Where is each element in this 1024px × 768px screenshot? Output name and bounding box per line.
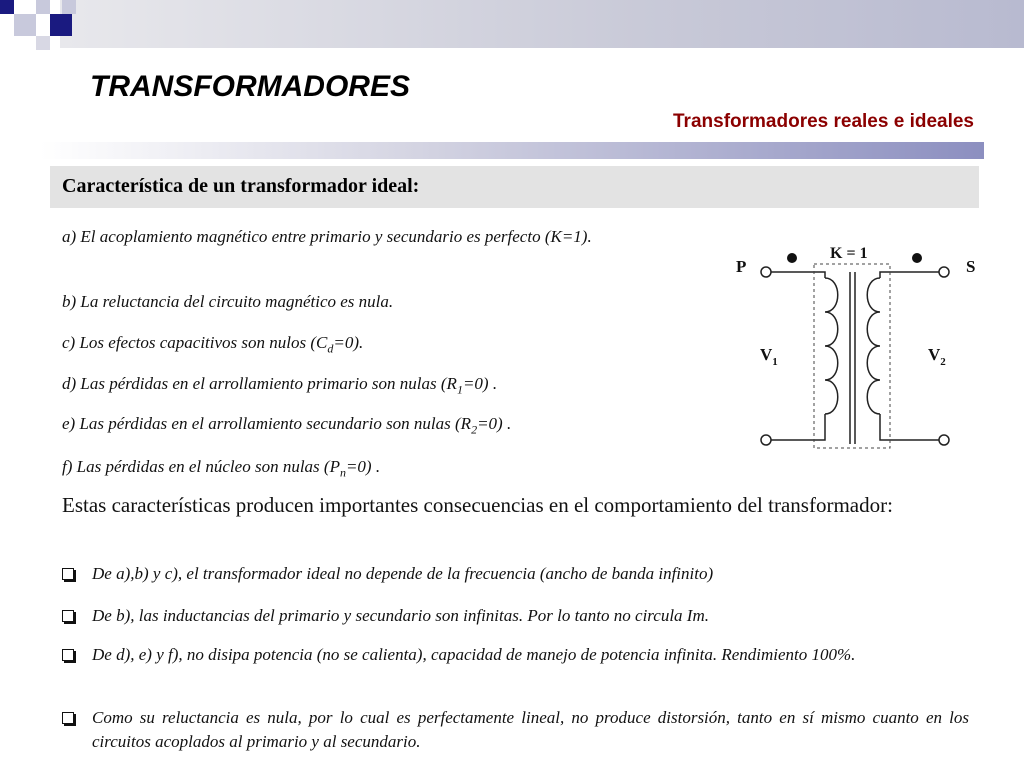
transformer-diagram: [730, 238, 990, 458]
primary-bottom-terminal: [761, 435, 771, 445]
deco-square: [0, 0, 14, 14]
primary-top-wire: [771, 272, 825, 278]
header-gradient-bar: [60, 0, 1024, 48]
primary-bottom-wire: [771, 414, 825, 440]
primary-polarity-dot: [787, 253, 797, 263]
slide-subtitle: Transformadores reales e ideales: [673, 111, 974, 132]
section-heading: Característica de un transformador ideal:: [62, 175, 420, 197]
secondary-coil: [867, 278, 880, 414]
v1-label: $V_1$: [760, 345, 778, 368]
deco-square: [36, 36, 50, 50]
list-item: [62, 643, 969, 667]
characteristic-a: a) El acoplamiento magnético entre primario y secundario es perfecto (K=1).: [62, 227, 592, 246]
primary-label: P: [736, 257, 747, 276]
characteristic-b: b) La reluctancia del circuito magnético es nula.: [62, 292, 394, 311]
characteristic-c: c) Los efectos capacitivos son nulos $(C_d=0)$.: [62, 333, 364, 356]
secondary-bottom-terminal: [939, 435, 949, 445]
list-item: [62, 562, 969, 586]
primary-coil: [825, 278, 838, 414]
characteristic-e: e) Las pérdidas en el arrollamiento secundario son nulas $(R_2=0)$ .: [62, 414, 512, 437]
bullet-text: De a),b) y c), el transformador ideal no depende de la frecuencia (ancho de banda infinito): [92, 564, 714, 583]
secondary-top-terminal: [939, 267, 949, 277]
section-heading-box: [50, 166, 979, 208]
bullet-text: Como su reluctancia es nula, por lo cual es perfectamente lineal, no produce distorsión, tanto en sí mismo cuanto en los circuitos acoplados al primario y al secundario.: [92, 708, 969, 751]
list-item: [62, 706, 969, 754]
slide-title: TRANSFORMADORES: [90, 70, 410, 103]
checkbox-bullet-icon: [62, 649, 74, 661]
v2-label: $V_2$: [928, 345, 946, 368]
deco-square: [36, 0, 50, 14]
primary-top-terminal: [761, 267, 771, 277]
consequences-intro: Estas características producen importantes consecuencias en el comportamiento del transformador:: [62, 493, 893, 517]
checkbox-bullet-icon: [62, 712, 74, 724]
deco-square: [62, 0, 76, 14]
secondary-top-wire: [880, 272, 939, 278]
secondary-label: S: [966, 257, 976, 276]
deco-square: [14, 14, 36, 36]
checkbox-bullet-icon: [62, 610, 74, 622]
characteristic-d: d) Las pérdidas en el arrollamiento primario son nulas $(R_1=0)$ .: [62, 374, 498, 397]
secondary-polarity-dot: [912, 253, 922, 263]
secondary-bottom-wire: [880, 414, 939, 440]
list-item: [62, 604, 969, 628]
bullet-text: De b), las inductancias del primario y secundario son infinitas. Por lo tanto no circula Im.: [92, 606, 709, 625]
checkbox-bullet-icon: [62, 568, 74, 580]
k-label: K = 1: [830, 245, 868, 262]
deco-square: [50, 14, 72, 36]
transformer-schematic: [730, 238, 990, 458]
bullet-text: De d), e) y f), no disipa potencia (no se calienta), capacidad de manejo de potencia infinita. Rendimiento 100%.: [92, 645, 856, 664]
header-rule: [40, 142, 984, 159]
characteristic-f: f) Las pérdidas en el núcleo son nulas $(P_n=0)$ .: [62, 457, 381, 480]
